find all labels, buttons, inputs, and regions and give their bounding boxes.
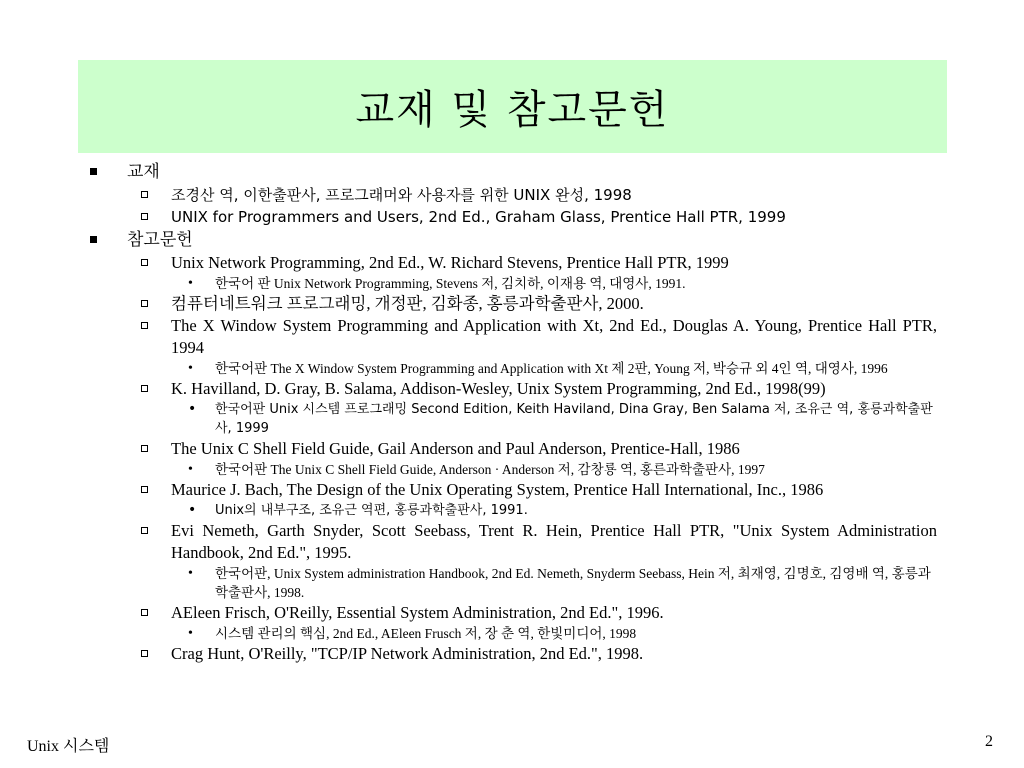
dot-bullet-icon: •	[188, 276, 193, 291]
reference-subitem	[88, 274, 937, 293]
square-bullet-icon	[90, 168, 97, 175]
hollow-square-bullet-icon	[141, 300, 148, 307]
dot-bullet-icon: •	[188, 361, 193, 376]
reference-subitem	[88, 624, 937, 643]
item-text: The Unix C Shell Field Guide, Gail Anderson and Paul Anderson, Prentice-Hall, 1986	[171, 439, 740, 458]
dot-bullet-icon: •	[188, 502, 197, 518]
section-label: 참고문헌	[127, 230, 193, 250]
hollow-square-bullet-icon	[141, 609, 148, 616]
item-text: 조경산 역, 이한출판사, 프로그래머와 사용자를 위한 UNIX 완성, 1998	[171, 186, 632, 204]
reference-item	[88, 520, 937, 564]
hollow-square-bullet-icon	[141, 650, 148, 657]
subitem-text: 한국어 판 Unix Network Programming, Stevens 저, 김치하, 이재용 역, 대영사, 1991.	[215, 276, 686, 291]
section-textbooks	[88, 160, 937, 184]
section-references	[88, 228, 937, 252]
reference-subitem	[88, 400, 937, 438]
subitem-text: 한국어판, Unix System administration Handbook, 2nd Ed. Nemeth, Snyderm Seebass, Hein 저, 최재영, 김명호, 김영배 역, 홍릉과학출판사, 1998.	[215, 566, 931, 600]
reference-item	[88, 643, 937, 665]
reference-subitem	[88, 460, 937, 479]
reference-item	[88, 602, 937, 624]
item-text: Crag Hunt, O'Reilly, "TCP/IP Network Administration, 2nd Ed.", 1998.	[171, 644, 644, 663]
bibliography-content	[88, 160, 937, 665]
square-bullet-icon	[90, 236, 97, 243]
hollow-square-bullet-icon	[141, 191, 148, 198]
hollow-square-bullet-icon	[141, 322, 148, 329]
footer-course-title: Unix 시스템	[27, 738, 110, 755]
hollow-square-bullet-icon	[141, 213, 148, 220]
textbook-item	[88, 206, 937, 228]
page-number: 2	[985, 733, 993, 750]
slide-title: 교재 및 참고문헌	[355, 87, 670, 133]
item-text: 컴퓨터네트워크 프로그래밍, 개정판, 김화종, 홍릉과학출판사, 2000.	[171, 294, 644, 313]
reference-subitem	[88, 501, 937, 520]
reference-item	[88, 252, 937, 274]
subitem-text: 한국어판 The Unix C Shell Field Guide, Anderson · Anderson 저, 감창룡 역, 홍른과학출판사, 1997	[215, 462, 765, 477]
reference-item	[88, 378, 937, 400]
item-text: K. Havilland, D. Gray, B. Salama, Addison-Wesley, Unix System Programming, 2nd Ed., 1998(99)	[171, 379, 826, 398]
subitem-text: Unix의 내부구조, 조유근 역편, 홍릉과학출판사, 1991.	[215, 503, 528, 518]
subitem-text: 한국어판 The X Window System Programming and Application with Xt 제 2판, Young 저, 박승규 외 4인 역, 대영사, 1996	[215, 361, 888, 376]
hollow-square-bullet-icon	[141, 486, 148, 493]
item-text: Maurice J. Bach, The Design of the Unix Operating System, Prentice Hall International, Inc., 1986	[171, 480, 824, 499]
textbook-item	[88, 184, 937, 206]
reference-item	[88, 315, 937, 359]
item-text: Unix Network Programming, 2nd Ed., W. Richard Stevens, Prentice Hall PTR, 1999	[171, 253, 729, 272]
dot-bullet-icon: •	[188, 462, 193, 477]
title-banner	[78, 60, 947, 153]
subitem-text: 시스템 관리의 핵심, 2nd Ed., AEleen Frusch 저, 장 춘 역, 한빛미디어, 1998	[215, 626, 637, 641]
item-text: AEleen Frisch, O'Reilly, Essential System Administration, 2nd Ed.", 1996.	[171, 603, 664, 622]
reference-subitem	[88, 359, 937, 378]
hollow-square-bullet-icon	[141, 527, 148, 534]
hollow-square-bullet-icon	[141, 445, 148, 452]
reference-item	[88, 438, 937, 460]
section-label: 교재	[127, 162, 160, 182]
hollow-square-bullet-icon	[141, 385, 148, 392]
reference-item	[88, 293, 937, 315]
item-text: UNIX for Programmers and Users, 2nd Ed., Graham Glass, Prentice Hall PTR, 1999	[171, 208, 786, 226]
dot-bullet-icon: •	[188, 401, 197, 417]
item-text: The X Window System Programming and Application with Xt, 2nd Ed., Douglas A. Young, Prentice Hall PTR, 1994	[171, 316, 937, 357]
dot-bullet-icon: •	[188, 626, 193, 641]
dot-bullet-icon: •	[188, 566, 193, 581]
subitem-text: 한국어판 Unix 시스템 프로그래밍 Second Edition, Keith Haviland, Dina Gray, Ben Salama 저, 조유근 역, 홍릉과학출판사, 1999	[215, 402, 933, 436]
hollow-square-bullet-icon	[141, 259, 148, 266]
reference-subitem	[88, 564, 937, 602]
reference-item	[88, 479, 937, 501]
item-text: Evi Nemeth, Garth Snyder, Scott Seebass, Trent R. Hein, Prentice Hall PTR, "Unix System Administration Handbook, 2nd Ed.", 1995.	[171, 521, 937, 562]
